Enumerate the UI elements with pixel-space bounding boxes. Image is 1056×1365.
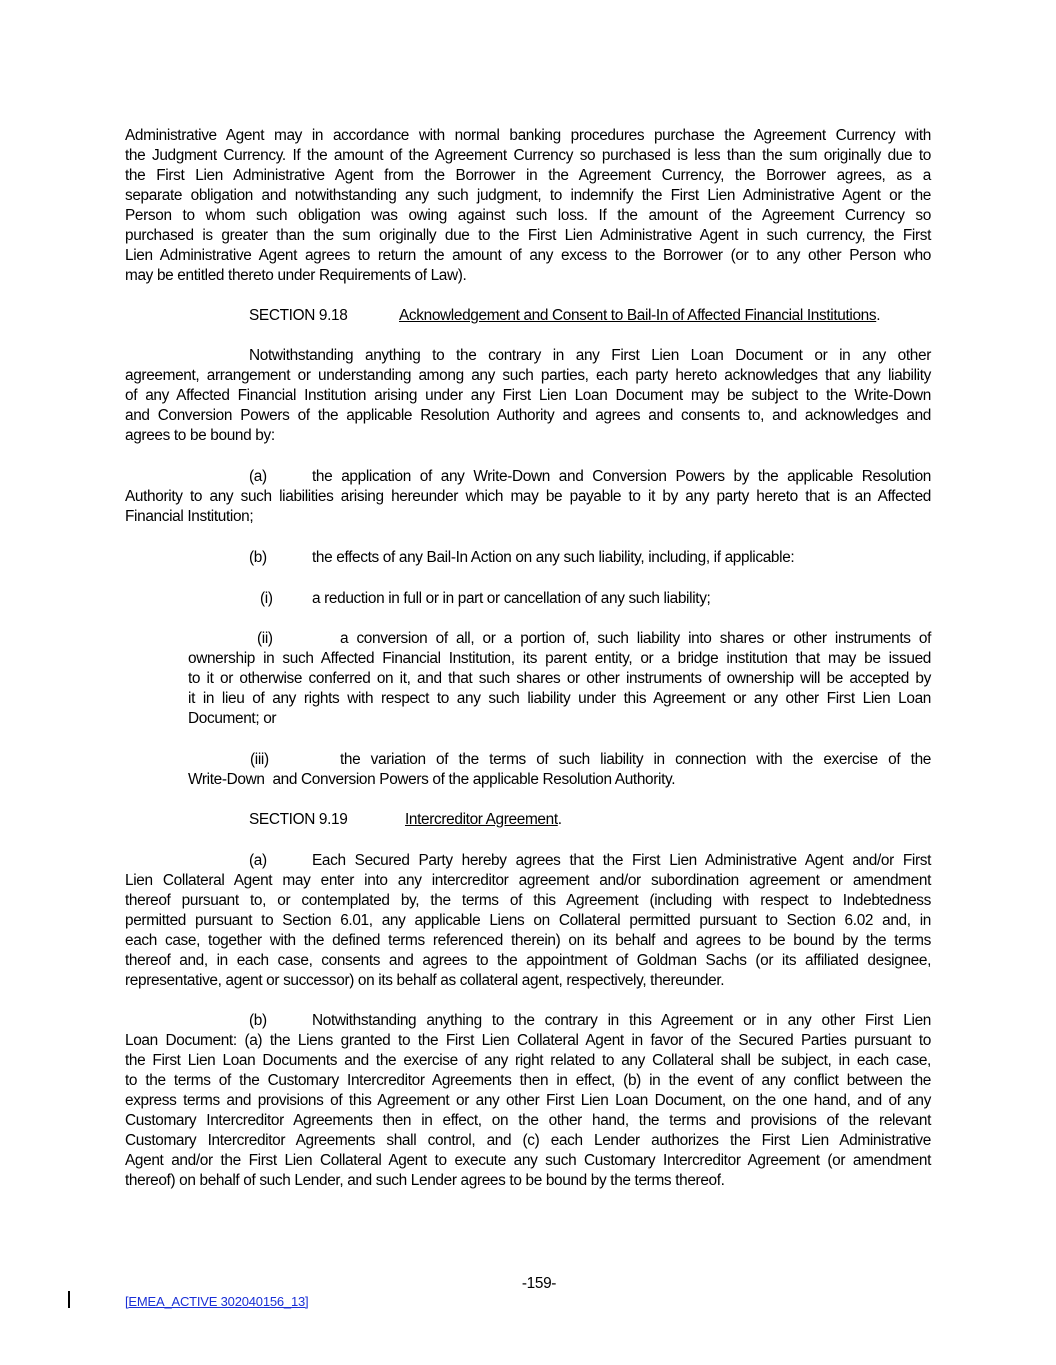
text-line: the application of any Write-Down and Conversion Powers by the applicable Resolution <box>312 468 931 485</box>
text-line: express terms and provisions of this Agreement or any other First Lien Loan Document, on the one hand, and of any <box>125 1092 931 1109</box>
text-line: Write-Down and Conversion Powers of the applicable Resolution Authority. <box>188 771 676 788</box>
text-line: Authority to any such liabilities arising hereunder which may be payable to it by any party hereto that is an Affected <box>125 488 931 505</box>
text-line: representative, agent or successor) on its behalf as collateral agent, respectively, thereunder. <box>125 972 725 989</box>
text-line: the First Lien Loan Documents and the exercise of any right related to any Collateral shall be subject, in each case, <box>125 1052 931 1069</box>
text-line: each case, together with the defined terms referenced therein) on its behalf and agrees to be bound by the terms <box>125 932 931 949</box>
text-line: and Conversion Powers of the applicable Resolution Authority and agrees and consents to, and acknowledges and <box>125 407 931 424</box>
text-line: thereof and, in each case, consents and agrees to the appointment of Goldman Sachs (or its affiliated designee, <box>125 952 931 969</box>
section-919-heading <box>405 810 562 830</box>
section-918-title: Acknowledgement and Consent to Bail-In of Affected Financial Institutions <box>399 307 877 324</box>
text-line: separate obligation and notwithstanding any such judgment, to indemnify the First Lien Administrative Agent or the <box>125 187 931 204</box>
intro-paragraph <box>125 126 931 286</box>
text-line: ownership in such Affected Financial Institution, its parent entity, or a bridge institution that may be issued <box>188 650 931 667</box>
clause-b-label: (b) <box>249 1012 267 1029</box>
clause-iii-label: (iii) <box>250 751 269 768</box>
clause-918-i: a reduction in full or in part or cancellation of any such liability; <box>312 590 711 607</box>
clause-ii-label: (ii) <box>257 630 273 647</box>
section-919-title: Intercreditor Agreement <box>405 811 558 828</box>
clause-919-b <box>125 1011 931 1191</box>
text-line: Document; or <box>188 710 277 727</box>
text-line: purchased is greater than the sum originally due to the First Lien Administrative Agent in such currency, the First <box>125 227 931 244</box>
section-918-body <box>125 346 931 446</box>
section-918-heading <box>399 306 880 326</box>
text-line: Lien Administrative Agent agrees to return the amount of any excess to the Borrower (or to any other Person who <box>125 247 931 264</box>
text-line: permitted pursuant to Section 6.01, any applicable Liens on Collateral permitted pursuant to Section 6.02 and, in <box>125 912 931 929</box>
text-line: to it or otherwise conferred on it, and that such shares or other instruments of ownership will be accepted by <box>188 670 931 687</box>
change-bar <box>68 1291 70 1308</box>
clause-a-label: (a) <box>249 852 267 869</box>
text-line: may be entitled thereto under Requirements of Law). <box>125 267 467 284</box>
text-line: Person to whom such obligation was owing against such loss. If the amount of the Agreement Currency so <box>125 207 931 224</box>
text-line: agrees to be bound by: <box>125 427 275 444</box>
text-line: Administrative Agent may in accordance with normal banking procedures purchase the Agreement Currency with <box>125 127 931 144</box>
text-line: to the terms of the Customary Intercreditor Agreements then in effect, (b) in the event of any conflict between the <box>125 1072 931 1089</box>
section-918-number: SECTION 9.18 <box>249 307 348 324</box>
text-line: Agent and/or the First Lien Collateral Agent to execute any such Customary Intercreditor Agreement (or amendment <box>125 1152 931 1169</box>
text-line: Notwithstanding anything to the contrary in any First Lien Loan Document or in any other <box>249 347 931 364</box>
clause-919-a <box>125 851 931 991</box>
text-line: of any Affected Financial Institution arising under any First Lien Loan Document may be subject to the Write-Down <box>125 387 931 404</box>
text-line: Each Secured Party hereby agrees that the First Lien Administrative Agent and/or First <box>312 852 931 869</box>
text-line: Financial Institution; <box>125 508 254 525</box>
text-line: the First Lien Administrative Agent from the Borrower in the Agreement Currency, the Borrower agrees, as a <box>125 167 931 184</box>
text-line: Loan Document: (a) the Liens granted to the First Lien Collateral Agent in favor of the Secured Parties pursuant to <box>125 1032 931 1049</box>
text-line: Lien Collateral Agent may enter into any intercreditor agreement and/or subordination agreement or amendment <box>125 872 931 889</box>
clause-a-label: (a) <box>249 468 267 485</box>
text-line: Customary Intercreditor Agreements shall control, and (c) each Lender authorizes the First Lien Administrative <box>125 1132 931 1149</box>
text-line: Notwithstanding anything to the contrary in this Agreement or in any other First Lien <box>312 1012 931 1029</box>
footer-document-reference[interactable]: [EMEA_ACTIVE 302040156_13] <box>125 1294 309 1309</box>
text-line: the Judgment Currency. If the amount of the Agreement Currency so purchased is less than the sum originally due to <box>125 147 931 164</box>
clause-918-ii <box>188 629 931 729</box>
section-919-number: SECTION 9.19 <box>249 811 348 828</box>
text-line: Customary Intercreditor Agreements then in effect, on the other hand, the terms and provisions of the relevant <box>125 1112 931 1129</box>
clause-918-iii <box>188 750 931 790</box>
heading-period: . <box>876 307 881 324</box>
clause-918-a <box>125 467 931 527</box>
clause-b-label: (b) <box>249 549 267 566</box>
text-line: the variation of the terms of such liability in connection with the exercise of the <box>340 751 931 768</box>
clause-918-b: the effects of any Bail-In Action on any such liability, including, if applicable: <box>312 549 795 566</box>
text-line: agreement, arrangement or understanding among any such parties, each party hereto acknowledges that any liability <box>125 367 931 384</box>
text-line: thereof pursuant to, or contemplated by, the terms of this Agreement (including with respect to Indebtedness <box>125 892 931 909</box>
heading-period: . <box>557 811 562 828</box>
clause-i-label: (i) <box>260 590 273 607</box>
text-line: a conversion of all, or a portion of, such liability into shares or other instruments of <box>340 630 931 647</box>
text-line: thereof) on behalf of such Lender, and such Lender agrees to be bound by the terms thereof. <box>125 1172 725 1189</box>
page-number: -159- <box>521 1275 557 1292</box>
text-line: it in lieu of any rights with respect to any such liability under this Agreement or any other First Lien Loan <box>188 690 931 707</box>
